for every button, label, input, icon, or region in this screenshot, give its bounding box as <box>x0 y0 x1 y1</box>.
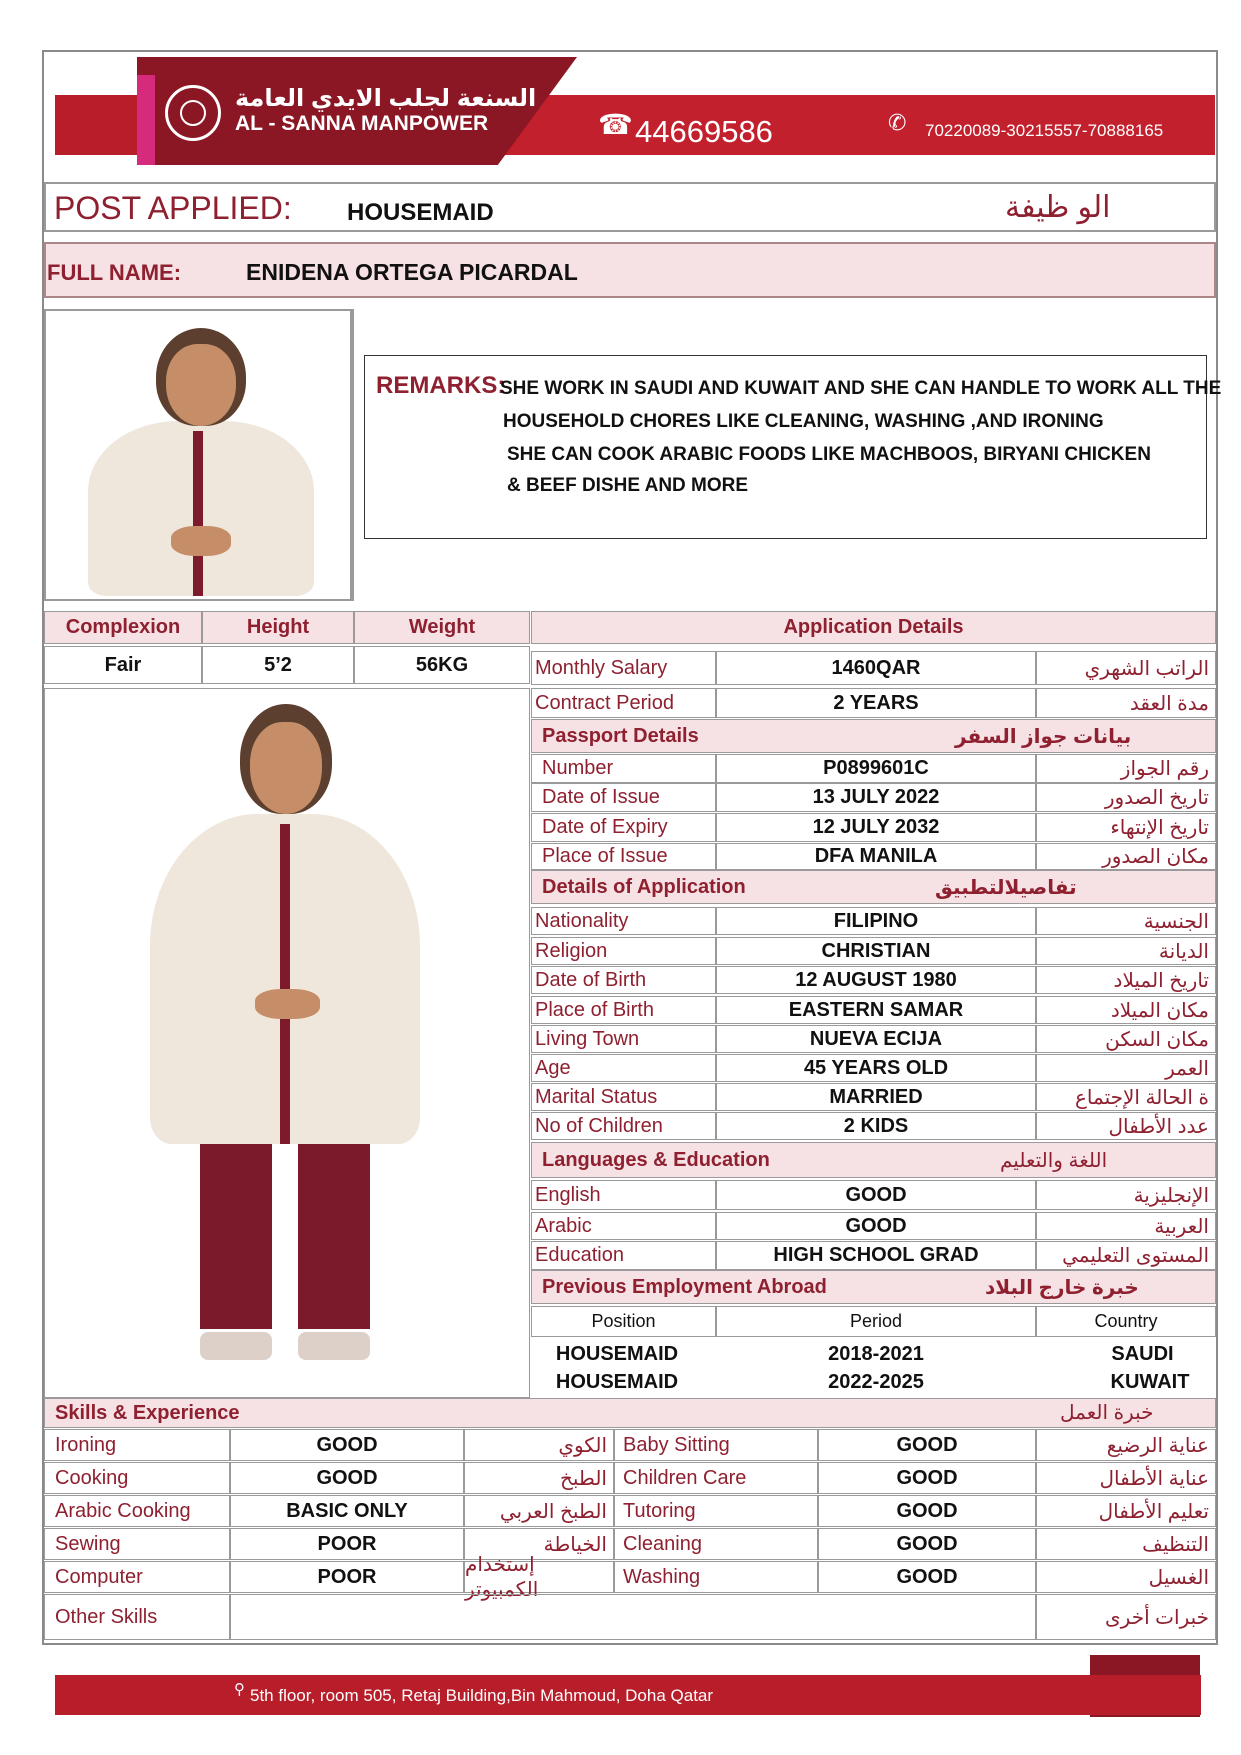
employment-country: KUWAIT <box>1110 1370 1190 1393</box>
issue-date-label: Date of Issue <box>531 783 716 812</box>
height-header: Height <box>202 611 354 644</box>
expiry-date-value: 12 JULY 2032 <box>716 813 1036 842</box>
details-section-arabic: تفاصيلالتطبيق <box>935 877 1077 899</box>
skill-ironing-value: GOOD <box>230 1429 464 1461</box>
remarks-label: REMARKS: <box>376 372 506 399</box>
skill-baby-sitting-value: GOOD <box>818 1429 1036 1461</box>
remarks-line: HOUSEHOLD CHORES LIKE CLEANING, WASHING ,AND IRONING <box>503 411 1104 432</box>
skill-baby-sitting-label: Baby Sitting <box>614 1429 818 1461</box>
education-label: Education <box>531 1241 716 1270</box>
education-value: HIGH SCHOOL GRAD <box>716 1241 1036 1270</box>
weight-header: Weight <box>354 611 530 644</box>
skills-section-header: Skills & Experience <box>44 1398 1216 1428</box>
application-details-header: Application Details <box>531 611 1216 644</box>
languages-section-header: Languages & Education <box>531 1142 1216 1178</box>
skill-cooking-label: Cooking <box>44 1462 230 1494</box>
nationality-value: FILIPINO <box>716 907 1036 935</box>
complexion-value: Fair <box>44 646 202 684</box>
skill-computer-label: Computer <box>44 1561 230 1593</box>
age-arabic: العمر <box>1036 1054 1216 1082</box>
expiry-date-arabic: تاريخ الإنتهاء <box>1036 813 1216 842</box>
location-pin-icon: ⚲ <box>234 1681 245 1698</box>
phone-main: 44669586 <box>635 114 773 149</box>
remarks-line: SHE CAN COOK ARABIC FOODS LIKE MACHBOOS, BIRYANI CHICKEN <box>507 444 1151 465</box>
phone-alternates: 70220089-30215557-70888165 <box>925 121 1164 140</box>
contract-value: 2 YEARS <box>716 688 1036 718</box>
height-value: 5’2 <box>202 646 354 684</box>
post-applied-value: HOUSEMAID <box>347 199 494 226</box>
full-name-label: FULL NAME: <box>47 260 182 285</box>
skill-washing-arabic: الغسيل <box>1036 1561 1216 1593</box>
skill-washing-label: Washing <box>614 1561 818 1593</box>
issue-place-arabic: مكان الصدور <box>1036 843 1216 870</box>
remarks-line: & BEEF DISHE AND MORE <box>507 475 749 496</box>
issue-place-value: DFA MANILA <box>716 843 1036 870</box>
passport-number-arabic: رقم الجواز <box>1036 754 1216 783</box>
skill-computer-value: POOR <box>230 1561 464 1593</box>
religion-arabic: الديانة <box>1036 937 1216 965</box>
skill-tutoring-value: GOOD <box>818 1495 1036 1527</box>
post-applied-label: POST APPLIED: <box>54 190 292 226</box>
employment-period: 2022-2025 <box>828 1370 924 1393</box>
languages-section-arabic: اللغة والتعليم <box>1000 1150 1108 1172</box>
birth-date-label: Date of Birth <box>531 966 716 994</box>
english-label: English <box>531 1180 716 1210</box>
skill-cleaning-label: Cleaning <box>614 1528 818 1560</box>
nationality-arabic: الجنسية <box>1036 907 1216 935</box>
arabic-label: Arabic <box>531 1212 716 1240</box>
passport-number-label: Number <box>531 754 716 783</box>
telephone-icon: ☎ <box>598 109 633 140</box>
birth-place-arabic: مكان الميلاد <box>1036 996 1216 1024</box>
employment-period: 2018-2021 <box>828 1342 924 1365</box>
other-skills-label: Other Skills <box>44 1594 230 1640</box>
skill-arabic-cooking-arabic: الطبخ العربي <box>464 1495 614 1527</box>
complexion-header: Complexion <box>44 611 202 644</box>
passport-section-arabic: بيانات جواز السفر <box>955 726 1132 748</box>
employment-country: SAUDI <box>1111 1342 1174 1365</box>
marital-status-value: MARRIED <box>716 1083 1036 1111</box>
arabic-arabic: العربية <box>1036 1212 1216 1240</box>
position-column-header: Position <box>531 1306 716 1337</box>
english-value: GOOD <box>716 1180 1036 1210</box>
full-name-row <box>44 242 1216 298</box>
skill-tutoring-arabic: تعليم الأطفال <box>1036 1495 1216 1527</box>
skill-sewing-arabic: الخياطة <box>464 1528 614 1560</box>
birth-date-arabic: تاريخ الميلاد <box>1036 966 1216 994</box>
skill-arabic-cooking-value: BASIC ONLY <box>230 1495 464 1527</box>
mobile-phone-icon: ✆ <box>888 110 907 135</box>
skill-children-care-arabic: عناية الأطفال <box>1036 1462 1216 1494</box>
marital-status-arabic: ة الحالة الإجتماع <box>1036 1083 1216 1111</box>
skill-sewing-label: Sewing <box>44 1528 230 1560</box>
passport-number-value: P0899601C <box>716 754 1036 783</box>
birth-date-value: 12 AUGUST 1980 <box>716 966 1036 994</box>
nationality-label: Nationality <box>531 907 716 935</box>
english-arabic: الإنجليزية <box>1036 1180 1216 1210</box>
employment-position: HOUSEMAID <box>555 1342 679 1365</box>
salary-arabic: الراتب الشهري <box>1036 651 1216 685</box>
skill-ironing-arabic: الكوي <box>464 1429 614 1461</box>
religion-value: CHRISTIAN <box>716 937 1036 965</box>
employment-position: HOUSEMAID <box>555 1370 679 1393</box>
footer-address: 5th floor, room 505, Retaj Building,Bin Mahmoud, Doha Qatar <box>250 1686 714 1705</box>
issue-date-value: 13 JULY 2022 <box>716 783 1036 812</box>
other-skills-arabic: خبرات أخرى <box>1036 1594 1216 1640</box>
skill-baby-sitting-arabic: عناية الرضيع <box>1036 1429 1216 1461</box>
birth-place-label: Place of Birth <box>531 996 716 1024</box>
living-town-arabic: مكان السكن <box>1036 1025 1216 1053</box>
skill-computer-arabic: إستخدام الكمبيوتر <box>464 1561 614 1593</box>
skill-cooking-value: GOOD <box>230 1462 464 1494</box>
full-body-photo <box>44 688 530 1398</box>
passport-section-header: Passport Details <box>531 719 1216 753</box>
skill-cleaning-arabic: التنظيف <box>1036 1528 1216 1560</box>
education-arabic: المستوى التعليمي <box>1036 1241 1216 1270</box>
age-label: Age <box>531 1054 716 1082</box>
living-town-label: Living Town <box>531 1025 716 1053</box>
company-name: AL - SANNA MANPOWER <box>235 112 489 135</box>
skills-section-arabic: خبرة العمل <box>1060 1402 1154 1424</box>
expiry-date-label: Date of Expiry <box>531 813 716 842</box>
skill-children-care-label: Children Care <box>614 1462 818 1494</box>
skill-tutoring-label: Tutoring <box>614 1495 818 1527</box>
details-section-header: Details of Application <box>531 870 1216 904</box>
children-arabic: عدد الأطفال <box>1036 1112 1216 1140</box>
children-label: No of Children <box>531 1112 716 1140</box>
post-applied-arabic: الو ظيفة <box>1005 191 1111 224</box>
skill-cooking-arabic: الطبخ <box>464 1462 614 1494</box>
country-column-header: Country <box>1036 1306 1216 1337</box>
employment-section-header: Previous Employment Abroad <box>531 1270 1216 1304</box>
contract-arabic: مدة العقد <box>1036 688 1216 718</box>
issue-place-label: Place of Issue <box>531 843 716 870</box>
birth-place-value: EASTERN SAMAR <box>716 996 1036 1024</box>
portrait-photo <box>44 309 352 601</box>
remarks-line: SHE WORK IN SAUDI AND KUWAIT AND SHE CAN HANDLE TO WORK ALL THE <box>500 378 1222 399</box>
children-value: 2 KIDS <box>716 1112 1036 1140</box>
arabic-value: GOOD <box>716 1212 1036 1240</box>
full-name-value: ENIDENA ORTEGA PICARDAL <box>246 259 578 285</box>
religion-label: Religion <box>531 937 716 965</box>
living-town-value: NUEVA ECIJA <box>716 1025 1036 1053</box>
age-value: 45 YEARS OLD <box>716 1054 1036 1082</box>
employment-section-arabic: خبرة خارج البلاد <box>985 1277 1139 1299</box>
period-column-header: Period <box>716 1306 1036 1337</box>
company-logo-icon <box>165 85 221 141</box>
company-name-arabic: السنعة لجلب الايدي العامة <box>235 85 537 112</box>
skill-children-care-value: GOOD <box>818 1462 1036 1494</box>
skill-arabic-cooking-label: Arabic Cooking <box>44 1495 230 1527</box>
skill-cleaning-value: GOOD <box>818 1528 1036 1560</box>
skill-sewing-value: POOR <box>230 1528 464 1560</box>
skill-ironing-label: Ironing <box>44 1429 230 1461</box>
issue-date-arabic: تاريخ الصدور <box>1036 783 1216 812</box>
skill-washing-value: GOOD <box>818 1561 1036 1593</box>
photo-divider <box>352 309 354 601</box>
salary-label: Monthly Salary <box>531 651 716 685</box>
marital-status-label: Marital Status <box>531 1083 716 1111</box>
salary-value: 1460QAR <box>716 651 1036 685</box>
header-accent <box>137 75 155 165</box>
contract-label: Contract Period <box>531 688 716 718</box>
other-skills-value <box>230 1594 1036 1640</box>
weight-value: 56KG <box>354 646 530 684</box>
